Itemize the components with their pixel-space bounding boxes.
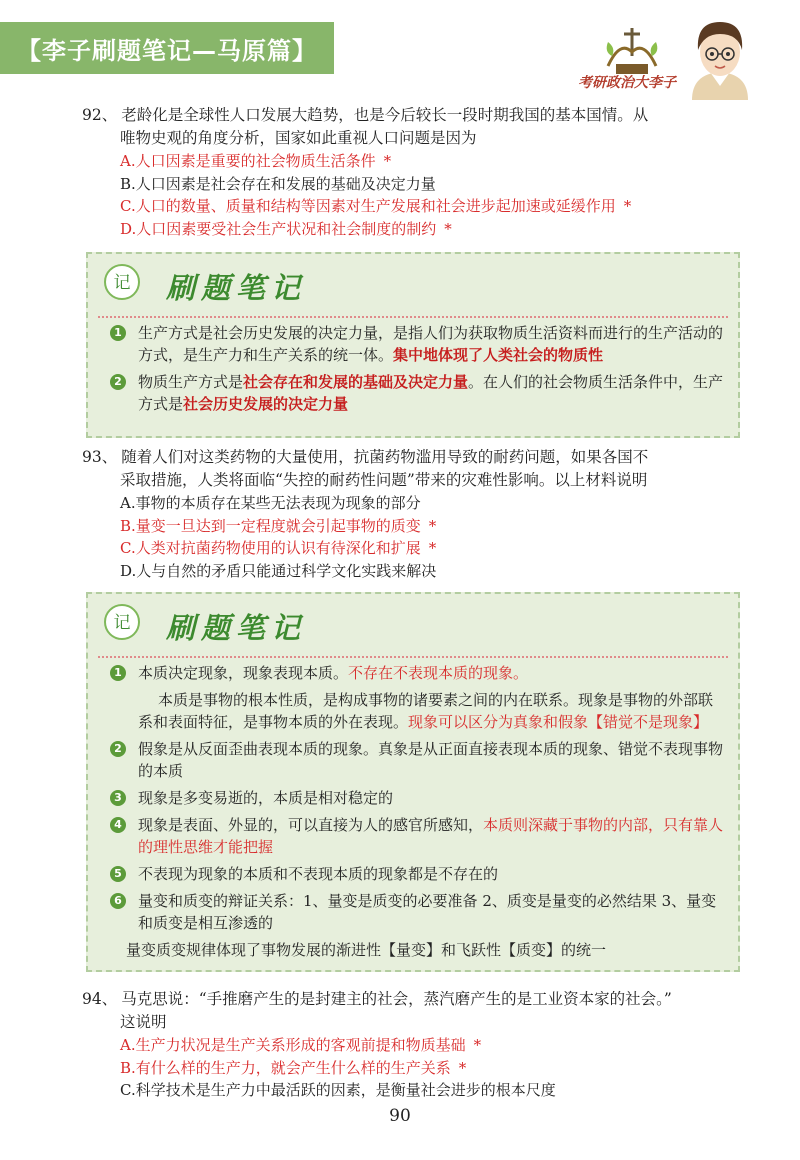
option-b: B.量变一旦达到一定程度就会引起事物的质变 *	[120, 516, 437, 535]
option-b: B.有什么样的生产力，就会产生什么样的生产关系 *	[120, 1058, 467, 1077]
option-a: A.人口因素是重要的社会物质生活条件 *	[120, 152, 392, 170]
page-number: 90	[389, 1106, 411, 1126]
stem-line: 马克思说：“手推磨产生的是封建主的社会，蒸汽磨产生的是工业资本家的社会。”	[121, 990, 672, 1008]
option-c: C.人类对抗菌药物使用的认识有待深化和扩展 *	[120, 539, 437, 557]
question-stem	[82, 446, 746, 469]
note-paragraph: 量变质变规律体现了事物发展的渐进性【量变】和飞跃性【质变】的统一	[126, 941, 607, 959]
number-bullet: 1	[110, 665, 126, 681]
svg-text:记: 记	[113, 613, 131, 633]
stem-line: 老龄化是全球性人口发展大趋势，也是今后较长一段时期我国的基本国情。从	[121, 106, 649, 124]
study-note-box	[86, 252, 740, 438]
option-c: C.人口的数量、质量和结构等因素对生产发展和社会进步起加速或延缓作用 *	[120, 197, 632, 215]
number-bullet: 4	[110, 817, 126, 833]
number-bullet: 6	[110, 893, 126, 909]
stem-line: 这说明	[120, 1013, 167, 1031]
question-93	[82, 446, 746, 582]
question-94	[82, 988, 746, 1102]
question-number: 94、	[82, 990, 118, 1008]
header-banner	[0, 22, 334, 74]
number-bullet: 1	[110, 325, 126, 341]
stem-line: 随着人们对这类药物的大量使用，抗菌药物滥用导致的耐药问题，如果各国不	[121, 448, 649, 466]
question-stem	[82, 104, 746, 127]
number-bullet: 3	[110, 790, 126, 806]
option-a: A.生产力状况是生产关系形成的客观前提和物质基础 *	[120, 1036, 482, 1054]
svg-text:记: 记	[113, 273, 131, 293]
stem-line: 采取措施，人类将面临“失控的耐药性问题”带来的灾难性影响。以上材料说明	[120, 471, 648, 489]
number-bullet: 5	[110, 866, 126, 882]
note-header	[88, 254, 738, 314]
question-number: 92、	[82, 106, 118, 124]
note-paragraph: 本质是事物的根本性质，是构成事物的诸要素之间的内在联系。现象是事物的外部联系和表面特征，是事物本质的外在表现。现象可以区分为真象和假象【错觉不是现象】	[138, 691, 714, 731]
note-badge-icon	[102, 262, 142, 302]
note-item: 2 假象是从反面歪曲表现本质的现象。真象是从正面直接表现本质的现象、错觉不表现事物的本质	[106, 738, 726, 782]
question-number: 93、	[82, 448, 118, 466]
option-d: D.人口因素要受社会生产状况和社会制度的制约 *	[120, 219, 452, 238]
divider	[98, 316, 728, 318]
note-item: 3 现象是多变易逝的，本质是相对稳定的	[106, 787, 726, 809]
study-note-box	[86, 592, 740, 972]
question-stem	[82, 988, 746, 1011]
number-bullet: 2	[110, 741, 126, 757]
question-92	[82, 104, 746, 240]
stem-line: 唯物史观的角度分析，国家如此重视人口问题是因为	[120, 129, 477, 147]
note-header	[88, 594, 738, 654]
note-item: 1 生产方式是社会历史发展的决定力量，是指人们为获取物质生活资料而进行的生产活动的方式，是生产力和生产关系的统一体。集中地体现了人类社会的物质性	[106, 322, 726, 366]
note-title: 刷题笔记	[166, 611, 307, 645]
note-item: 5 不表现为现象的本质和不表现本质的现象都是不存在的	[106, 863, 726, 885]
option-a: A.事物的本质存在某些无法表现为现象的部分	[120, 494, 421, 512]
note-badge-icon	[102, 602, 142, 642]
avatar	[682, 12, 758, 102]
logo-caption: 考研政治大李子	[578, 75, 676, 91]
number-bullet: 2	[110, 374, 126, 390]
note-title: 刷题笔记	[166, 271, 307, 305]
note-item: 6 量变和质变的辩证关系：1、量变是质变的必要准备 2、质变是量变的必然结果 3、量变和质变是相互渗透的	[106, 890, 726, 934]
divider	[98, 656, 728, 658]
note-item: 4 现象是表面、外显的，可以直接为人的感官所感知，本质则深藏于事物的内部，只有靠人的理性思维才能把握	[106, 814, 726, 858]
option-d: D.人与自然的矛盾只能通过科学文化实践来解决	[120, 561, 437, 580]
header-title: 【李子刷题笔记—马原篇】	[17, 36, 317, 65]
note-item: 1 本质决定现象，现象表现本质。不存在不表现本质的现象。	[106, 662, 726, 684]
option-b: B.人口因素是社会存在和发展的基础及决定力量	[120, 174, 436, 193]
note-item: 2 物质生产方式是社会存在和发展的基础及决定力量。在人们的社会物质生活条件中，生产方式是社会历史发展的决定力量	[106, 371, 726, 415]
option-c: C.科学技术是生产力中最活跃的因素，是衡量社会进步的根本尺度	[120, 1081, 556, 1099]
